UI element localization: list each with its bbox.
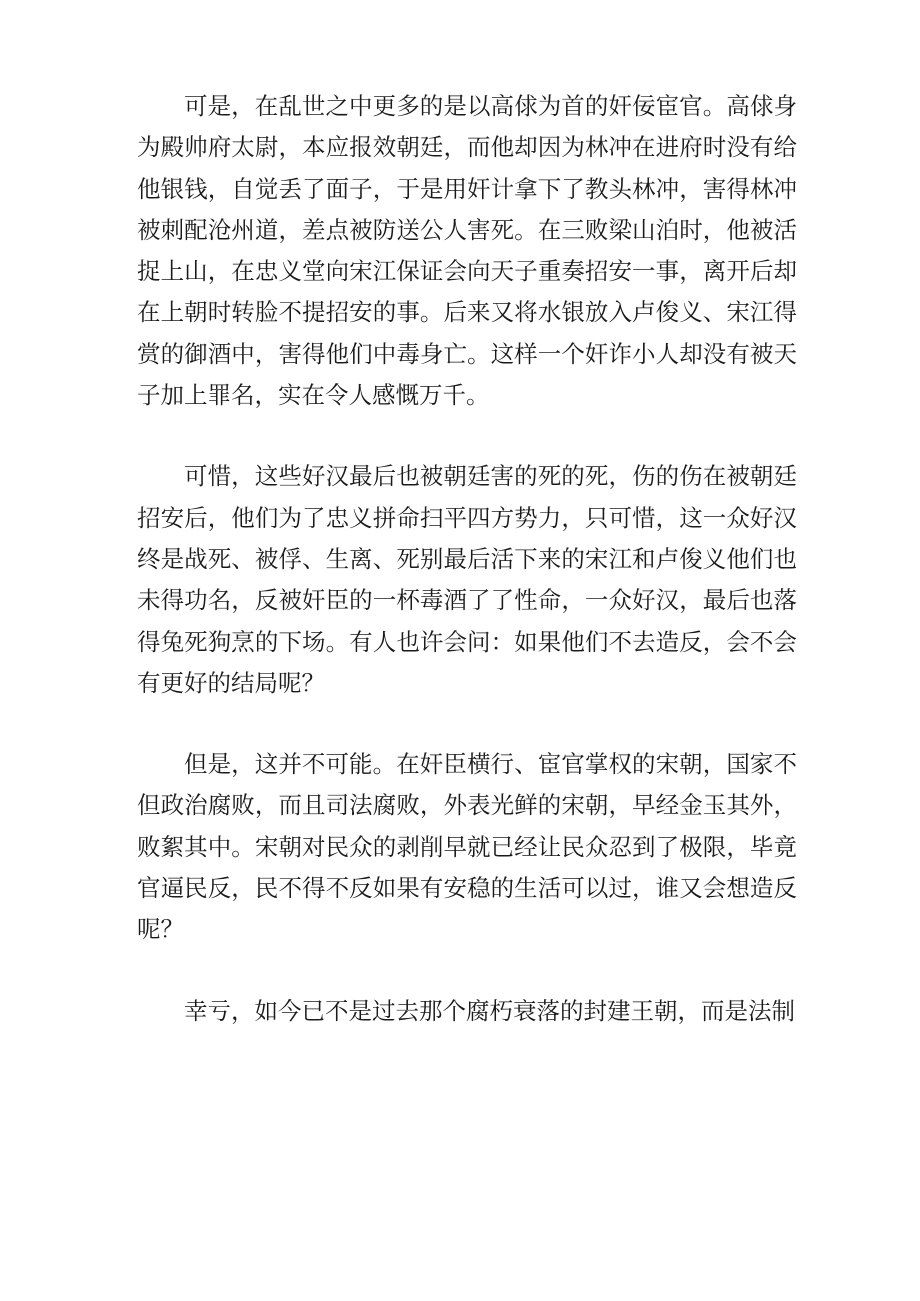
paragraph-1: 可是，在乱世之中更多的是以高俅为首的奸佞宦官。高俅身为殿帅府太尉，本应报效朝廷，而他却因为林冲在进府时没有给他银钱，自觉丢了面子，于是用奸计拿下了教头林冲，害得林冲被刺配沧州道，差点被防送公人害死。在三败梁山泊时，他被活捉上山，在忠义堂向宋江保证会向天子重奏招安一事，离开后却在上朝时转脸不提招安的事。后来又将水银放入卢俊义、宋江得赏的御酒中，害得他们中毒身亡。这样一个奸诈小人却没有被天子加上罪名，实在令人感慨万千。 — [137, 92, 797, 410]
document-page — [137, 86, 797, 1072]
paragraph-2: 可惜，这些好汉最后也被朝廷害的死的死，伤的伤在被朝廷招安后，他们为了忠义拼命扫平四方势力，只可惜，这一众好汉终是战死、被俘、生离、死别最后活下来的宋江和卢俊义他们也未得功名，反被奸臣的一杯毒酒了了性命，一众好汉，最后也落得兔死狗烹的下场。有人也许会问：如果他们不去造反，会不会有更好的结局呢？ — [137, 462, 797, 697]
paragraph-3: 但是，这并不可能。在奸臣横行、宦官掌权的宋朝，国家不但政治腐败，而且司法腐败，外表光鲜的宋朝，早经金玉其外，败絮其中。宋朝对民众的剥削早就已经让民众忍到了极限，毕竟官逼民反，民不得不反如果有安稳的生活可以过，谁又会想造反呢？ — [137, 750, 797, 944]
paragraph-4: 幸亏，如今已不是过去那个腐朽衰落的封建王朝，而是法制 — [184, 996, 795, 1025]
